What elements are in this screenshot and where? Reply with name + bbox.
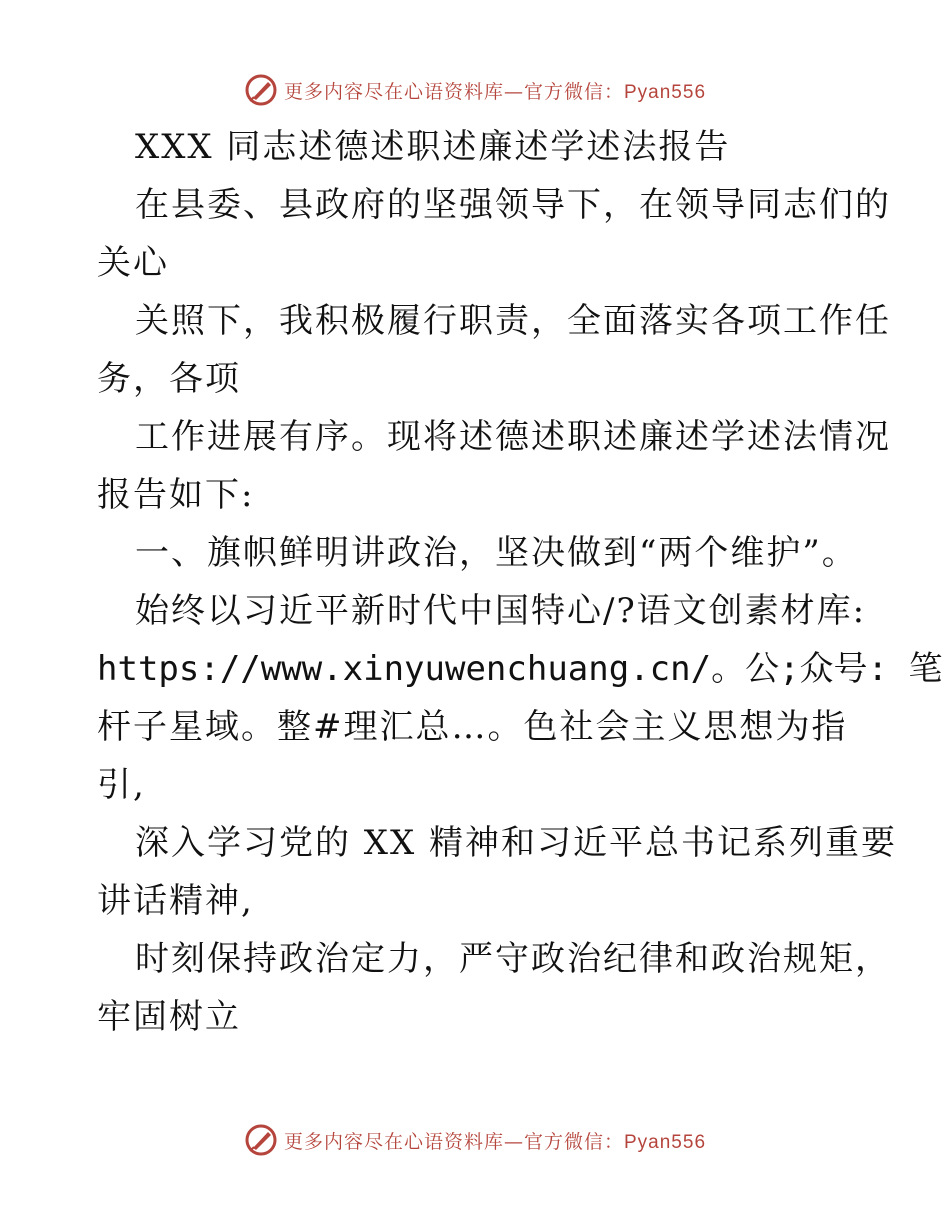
document-body — [97, 118, 943, 1046]
banner-text — [284, 77, 706, 104]
text-line: 引, — [97, 765, 146, 805]
url-line: https://www.xinyuwenchuang.cn/。公;众号: 笔 — [97, 649, 943, 689]
text-line: 时刻保持政治定力，严守政治纪律和政治规矩， — [135, 939, 891, 979]
text-line: 深入学习党的 XX 精神和习近平总书记系列重要 — [135, 823, 898, 863]
text-line: 在县委、县政府的坚强领导下，在领导同志们的 — [135, 185, 891, 225]
text-line: 关心 — [97, 243, 169, 283]
text-line: 务，各项 — [97, 359, 241, 399]
section-heading: 一、旗帜鲜明讲政治，坚决做到“两个维护”。 — [135, 533, 858, 573]
text-line: 牢固树立 — [97, 997, 241, 1037]
quill-logo-icon — [244, 73, 278, 107]
banner-text — [284, 1127, 706, 1154]
text-line: 杆子星域。整#理汇总…。色社会主义思想为指 — [97, 707, 848, 747]
text-line: 工作进展有序。现将述德述职述廉述学述法情况 — [135, 417, 891, 457]
header-banner — [0, 70, 950, 110]
banner-handle: Pyan556 — [624, 1131, 707, 1153]
document-title: XXX 同志述德述职述廉述学述法报告 — [135, 127, 731, 167]
banner-handle: Pyan556 — [624, 81, 707, 103]
text-line: 始终以习近平新时代中国特心/?语文创素材库: — [135, 591, 867, 631]
quill-logo-icon — [244, 1123, 278, 1157]
banner-label: 更多内容尽在心语资料库—官方微信： — [283, 1130, 624, 1153]
footer-banner — [0, 1120, 950, 1160]
text-line: 讲话精神, — [97, 881, 254, 921]
text-line: 报告如下: — [97, 475, 255, 515]
banner-label: 更多内容尽在心语资料库—官方微信： — [283, 80, 624, 103]
text-line: 关照下，我积极履行职责，全面落实各项工作任 — [135, 301, 891, 341]
